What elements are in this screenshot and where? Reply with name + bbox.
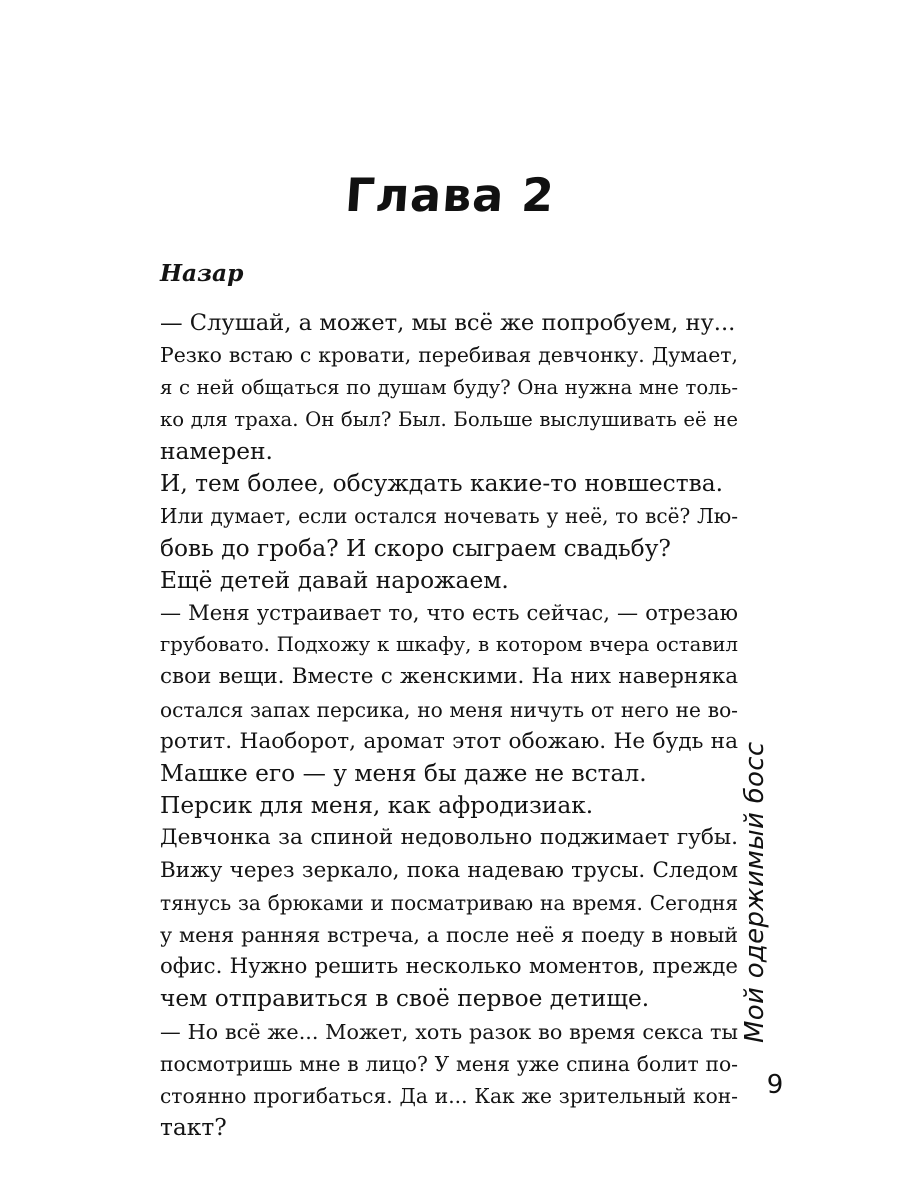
text-line: Персик для меня, как афродизиак. bbox=[160, 792, 594, 820]
text-line: чем отправиться в своё первое детище. bbox=[160, 985, 650, 1013]
running-title: Мой одержимый босс bbox=[740, 741, 770, 1043]
text-line: — Слушай, а может, мы всё же попробуем, ну... bbox=[160, 310, 736, 337]
text-line: у меня ранняя встреча, а после неё я поеду в новый bbox=[160, 923, 738, 948]
text-line: стоянно прогибаться. Да и... Как же зрительный кон- bbox=[160, 1084, 738, 1109]
page-number: 9 bbox=[766, 1070, 784, 1100]
text-line: свои вещи. Вместе с женскими. На них наверняка bbox=[160, 664, 738, 690]
text-line: посмотришь мне в лицо? У меня уже спина болит по- bbox=[160, 1051, 738, 1076]
text-line: — Меня устраивает то, что есть сейчас, — отрезаю bbox=[160, 600, 738, 626]
text-line: намерен. bbox=[160, 438, 273, 466]
text-line: бовь до гроба? И скоро сыграем свадьбу? bbox=[160, 534, 671, 562]
text-line: офис. Нужно решить несколько моментов, прежде bbox=[160, 954, 738, 980]
text-line: Резко встаю с кровати, перебивая девчонку. Думает, bbox=[160, 343, 738, 368]
text-line: Ещё детей давай нарожаем. bbox=[160, 566, 509, 594]
text-line: — Но всё же... Может, хоть разок во время секса ты bbox=[160, 1019, 738, 1044]
text-line: ротит. Наоборот, аромат этот обожаю. Не будь на bbox=[160, 728, 738, 754]
text-line: Машке его — у меня бы даже не встал. bbox=[160, 760, 647, 788]
text-line: Девчонка за спиной недовольно поджимает губы. bbox=[160, 825, 738, 851]
narrator-heading: Назар bbox=[160, 260, 244, 287]
text-line: остался запах персика, но меня ничуть от него не во- bbox=[160, 697, 738, 722]
body-text bbox=[160, 258, 738, 1144]
text-line: ко для траха. Он был? Был. Больше выслушивать её не bbox=[160, 407, 738, 431]
text-line: такт? bbox=[160, 1114, 227, 1142]
text-line: Вижу через зеркало, пока надеваю трусы. Следом bbox=[160, 857, 738, 883]
text-line: грубовато. Подхожу к шкафу, в котором вчера оставил bbox=[160, 633, 738, 657]
text-line: я с ней общаться по душам буду? Она нужна мне толь- bbox=[160, 375, 738, 399]
chapter-title: Глава 2 bbox=[343, 168, 557, 222]
paragraph-lines bbox=[160, 307, 738, 1144]
text-line: Или думает, если остался ночевать у неё, то всё? Лю- bbox=[160, 504, 738, 529]
text-line: И, тем более, обсуждать какие-то новшества. bbox=[160, 470, 723, 498]
text-line: тянусь за брюками и посматриваю на время. Сегодня bbox=[160, 890, 738, 915]
